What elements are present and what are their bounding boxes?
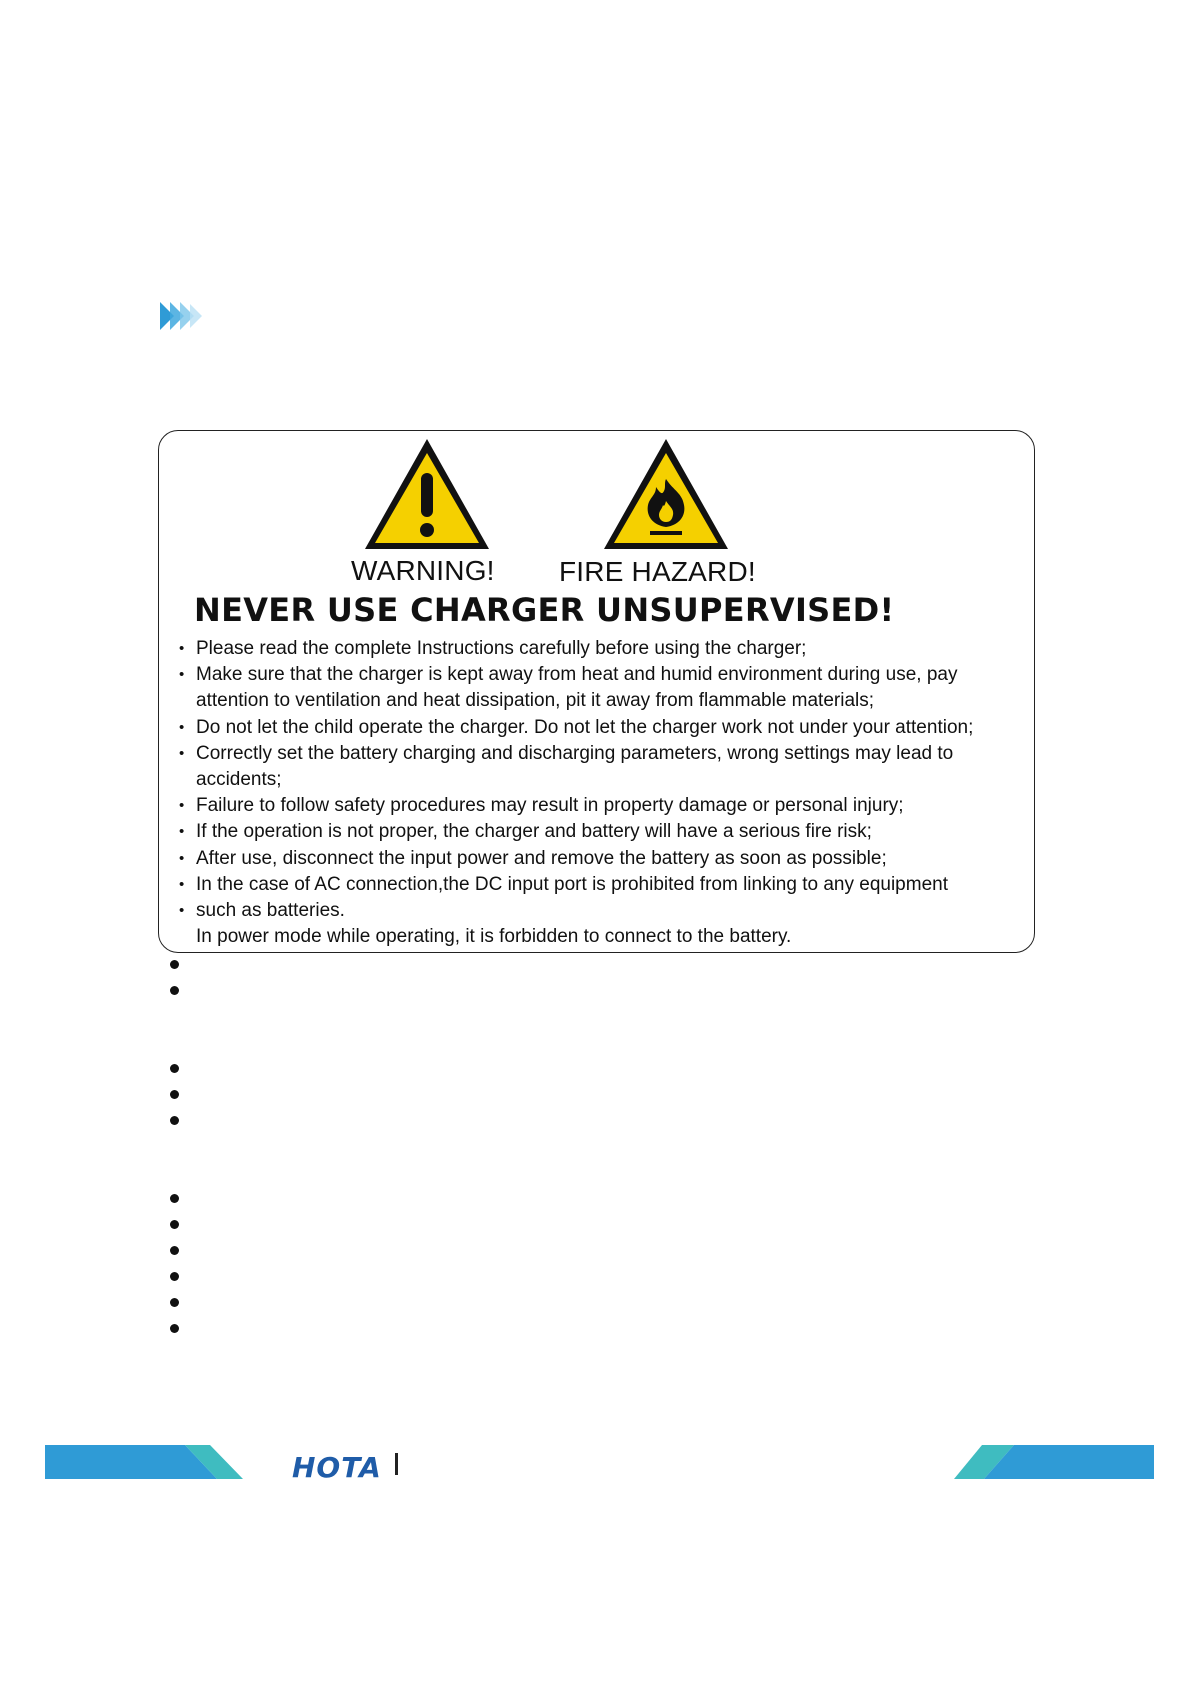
bullet-dot bbox=[170, 1298, 179, 1307]
bullet-dot bbox=[170, 960, 179, 969]
bullet-dot bbox=[170, 1220, 179, 1229]
list-item: • After use, disconnect the input power and remove the battery as soon as possible; bbox=[179, 847, 887, 869]
bullet-dot bbox=[170, 986, 179, 995]
list-item: • Correctly set the battery charging and discharging parameters, wrong settings may lead to bbox=[179, 742, 954, 764]
warning-list bbox=[179, 636, 999, 950]
fire-hazard-label: FIRE HAZARD! bbox=[559, 556, 756, 587]
footer-bar-right bbox=[954, 1445, 1154, 1479]
logo-divider bbox=[395, 1453, 398, 1475]
list-item: • In the case of AC connection,the DC input port is prohibited from linking to any equipment bbox=[179, 873, 948, 895]
double-chevron-right-icon bbox=[160, 300, 210, 332]
list-item: • Do not let the child operate the charger. Do not let the charger work not under your attention; bbox=[179, 716, 974, 738]
bullet-dot bbox=[170, 1194, 179, 1203]
list-item-continuation: accidents; bbox=[196, 769, 282, 791]
warning-headline: NEVER USE CHARGER UNSUPERVISED! bbox=[194, 591, 895, 629]
warning-box bbox=[158, 430, 1035, 953]
page-footer bbox=[0, 1445, 1191, 1485]
list-item: • If the operation is not proper, the charger and battery will have a serious fire risk; bbox=[179, 821, 872, 843]
list-item: • Make sure that the charger is kept away from heat and humid environment during use, pay bbox=[179, 664, 958, 686]
exclamation-triangle-icon bbox=[361, 435, 493, 553]
list-item: • Please read the complete Instructions carefully before using the charger; bbox=[179, 638, 807, 659]
hota-logo: HOTA bbox=[292, 1451, 382, 1484]
list-item: In power mode while operating, it is forbidden to connect to the battery. bbox=[196, 926, 792, 948]
list-item: • such as batteries. bbox=[179, 900, 345, 922]
warning-label: WARNING! bbox=[351, 555, 495, 586]
bullet-dot bbox=[170, 1116, 179, 1125]
bullet-dot bbox=[170, 1064, 179, 1073]
footer-bar-left bbox=[45, 1445, 245, 1479]
bullet-dot bbox=[170, 1246, 179, 1255]
bullet-dot bbox=[170, 1090, 179, 1099]
list-item: • Failure to follow safety procedures may result in property damage or personal injury; bbox=[179, 795, 904, 817]
bullet-dot bbox=[170, 1272, 179, 1281]
bullet-dot bbox=[170, 1324, 179, 1333]
flame-triangle-icon bbox=[600, 435, 732, 553]
list-item-continuation: attention to ventilation and heat dissipation, pit it away from flammable materials; bbox=[196, 690, 875, 712]
